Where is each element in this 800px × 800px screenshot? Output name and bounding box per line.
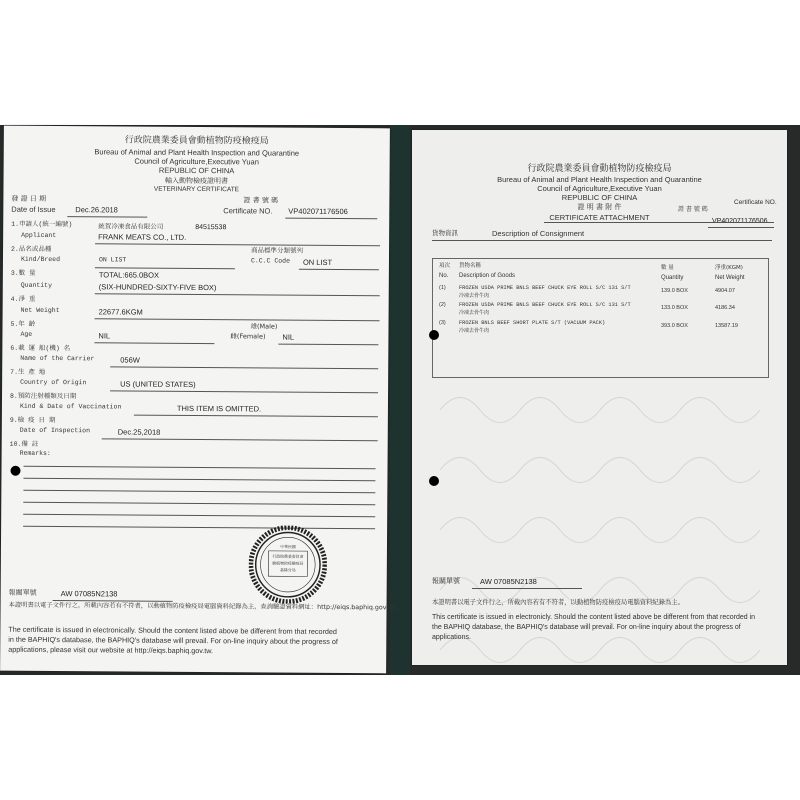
row-qty: 393.0 BOX [661, 323, 688, 329]
official-seal [249, 525, 328, 604]
remarks-rule [23, 514, 375, 517]
certificate-no-value: VP402071176506 [288, 206, 348, 217]
svg-text:行政院農業委員會: 行政院農業委員會 [272, 553, 304, 559]
bureau-title-en: Bureau of Animal and Plant Health Inspection and Quarantine [497, 175, 702, 184]
row-qty: 133.0 BOX [661, 305, 688, 311]
issue-date-label-zh: 發 證 日 期 [11, 194, 47, 203]
notice-en-line1: This certificate is issued in electronicly. Should the content listed above be different from that recorded in [432, 614, 756, 621]
bureau-title-zh: 行政院農業委員會動植物防疫檢疫局 [124, 135, 269, 147]
female-label: 雌(Female) [230, 332, 266, 341]
rule [134, 415, 378, 418]
folder-spine [390, 125, 410, 675]
col-desc-zh: 貨物名稱 [459, 263, 482, 269]
origin-label: Country of Origin [20, 378, 87, 387]
consignment-label-zh: 貨物資訊 [432, 229, 458, 237]
remarks-rule [23, 478, 375, 481]
net-weight-value: 22677.6KGM [98, 307, 143, 317]
row-weight: 4186.34 [715, 305, 735, 311]
country-title: REPUBLIC OF CHINA [158, 165, 235, 176]
net-weight-label-zh: 4.淨 重 [10, 295, 36, 303]
certificate-attachment-page [412, 130, 787, 665]
kind-value: ON LIST [98, 256, 127, 264]
rule [472, 588, 582, 589]
vaccination-label-zh: 8.預防注射種類及日期 [9, 392, 77, 401]
origin-label-zh: 7.生 產 地 [10, 368, 46, 376]
row-desc-zh: 冷凍去骨牛肉 [459, 293, 490, 299]
notice-en-line2: in the BAPHIQ's database, the BAPHIQ's database will prevail. For on-line inquiry about the progress of [8, 634, 338, 647]
certificate-subtitle: VETERINARY CERTIFICATE [153, 185, 240, 194]
row-desc-zh: 冷凍去骨牛肉 [459, 310, 490, 316]
customs-no-value: AW 07085N2138 [60, 589, 118, 599]
svg-text:基隆分局: 基隆分局 [280, 567, 296, 573]
row-desc: FROZEN BNLS BEEF SHORT PLATE S/T (VACUUM PACK) [459, 320, 606, 326]
row-weight: 13587.19 [715, 323, 738, 329]
col-no: No. [439, 273, 449, 279]
goods-table [432, 258, 769, 378]
male-label: 雄(Male) [250, 322, 278, 331]
origin-value: US (UNITED STATES) [120, 379, 196, 390]
consignment-label: Description of Consignment [492, 229, 585, 238]
attachment-title-zh: 證 明 書 附 件 [577, 203, 622, 211]
bureau-title-en: Bureau of Animal and Plant Health Inspection and Quarantine [94, 147, 300, 158]
notice-en-line1: The certificate is issued in electronically. Should the content listed above be different from that recorded [8, 624, 337, 636]
svg-text:動植物防疫檢疫局: 動植物防疫檢疫局 [272, 560, 304, 566]
certificate-no-label-zh: 證 書 號 碼 [678, 206, 708, 213]
inspection-date-label-zh: 9.檢 疫 日 期 [9, 416, 56, 425]
certificate-no-label: Certificate NO. [223, 206, 273, 216]
customs-no-label: 報關單號 [8, 588, 37, 597]
rule [102, 438, 378, 441]
issue-date-label: Date of Issue [11, 204, 56, 215]
certificate-title-zh: 輸入動物檢疫證明書 [164, 176, 229, 186]
quantity-label: Quantity [20, 281, 53, 289]
rule [110, 390, 378, 393]
issue-date-value: Dec.26.2018 [75, 205, 118, 215]
remarks-rule [23, 490, 375, 493]
row-no: (2) [439, 302, 446, 308]
rule [94, 342, 214, 344]
certificate-no-value: VP402071176506 [712, 218, 768, 225]
rule [95, 267, 235, 269]
row-weight: 4904.07 [715, 288, 735, 294]
rule [95, 243, 380, 246]
age-label-zh: 5.年 齡 [10, 320, 36, 328]
quantity-label-zh: 3.數 量 [10, 269, 36, 277]
col-weight-zh: 淨重(KGM) [715, 265, 743, 271]
row-desc: FROZEN USDA PRIME BNLS BEEF CHUCK EYE ROLL S/C 131 S/T [459, 302, 631, 308]
col-qty: Quantity [661, 275, 684, 281]
age-label: Age [20, 330, 33, 338]
carrier-label-zh: 6.載 運 船(機) 名 [10, 344, 71, 353]
rule [432, 240, 772, 241]
notice-en-line3: applications, please visit our website at http://eiqs.baphiq.gov.tw. [8, 644, 214, 656]
remarks-rule [23, 502, 375, 505]
row-no: (3) [439, 320, 446, 326]
vaccination-label: Kind & Date of Vaccination [19, 402, 122, 411]
rule [708, 227, 774, 228]
sex-value: NIL [282, 332, 295, 342]
rule [285, 218, 377, 220]
net-weight-label: Net Weight [20, 306, 60, 315]
kind-label-zh: 2.品名或品種 [11, 245, 52, 253]
rule [95, 293, 380, 296]
remarks-rule [24, 466, 376, 469]
attachment-subtitle: CERTIFICATE ATTACHMENT [549, 213, 650, 222]
vaccination-value: THIS ITEM IS OMITTED. [176, 403, 262, 414]
applicant-id: 84515538 [195, 223, 227, 232]
col-qty-zh: 數 量 [661, 265, 674, 271]
rule [299, 269, 379, 271]
notice-en-line2: the BAPHIQ database, the BAPHIQ's database will prevail. For on-line inquiry about the progress of [432, 624, 741, 631]
svg-text:中華民國: 中華民國 [280, 544, 296, 550]
certificate-no-label-zh: 證 書 號 碼 [243, 196, 279, 205]
council-title: Council of Agriculture,Executive Yuan [537, 184, 662, 193]
bureau-title-zh: 行政院農業委員會動植物防疫檢疫局 [527, 164, 672, 174]
applicant-value-zh: 統賀冷凍食品有限公司 [98, 222, 164, 231]
kind-label: Kind/Breed [20, 255, 61, 264]
rule [67, 216, 147, 218]
notice-zh: 本證明書以電子文件行之，所載內容若有不符者，以動植物防疫檢疫局電腦資料紀錄為主。 [432, 599, 684, 606]
certificate-no-label: Certificate NO. [734, 199, 777, 206]
quantity-words: (SIX-HUNDRED-SIXTY-FIVE BOX) [98, 282, 217, 293]
customs-no-value: AW 07085N2138 [480, 577, 537, 586]
col-no-zh: 項次 [439, 263, 451, 269]
security-watermark-pattern [430, 380, 770, 710]
rule [110, 366, 378, 369]
applicant-label: Applicant [21, 231, 57, 240]
remarks-label-zh: 10.備 註 [9, 440, 39, 448]
country-title: REPUBLIC OF CHINA [561, 193, 638, 202]
row-desc: FROZEN USDA PRIME BNLS BEEF CHUCK EYE ROLL S/C 131 S/T [459, 285, 631, 291]
col-desc: Description of Goods [459, 273, 516, 279]
council-title: Council of Agriculture,Executive Yuan [134, 156, 259, 167]
remarks-label: Remarks: [19, 449, 51, 457]
ccc-value: ON LIST [302, 257, 333, 267]
notice-zh: 本證明書以電子文件行之，所載內容若有不符者，以動植物防疫檢疫局電腦資料紀錄為主，查詢驗證資料網址：http://eiqs.baphiq.gov.tw。 [8, 601, 402, 612]
quantity-total: TOTAL:665.0BOX [98, 270, 160, 280]
ccc-label: C.C.C Code [250, 257, 291, 265]
carrier-label: Name of the Carrier [20, 354, 95, 363]
notice-en-line3: applications. [432, 634, 471, 641]
rule [278, 344, 378, 346]
veterinary-certificate-page [0, 126, 402, 674]
rule [95, 318, 380, 321]
col-weight: Net Weight [715, 275, 745, 281]
punch-hole [429, 330, 439, 340]
ccc-label-zh: 商品標準分類號列 [251, 247, 304, 255]
row-qty: 139.0 BOX [661, 288, 688, 294]
row-desc-zh: 冷凍去骨牛肉 [459, 328, 490, 334]
carrier-value: 056W [120, 355, 140, 365]
applicant-label-zh: 1.申請人(統一編號) [11, 220, 73, 229]
punch-hole [429, 476, 439, 486]
inspection-date-value: Dec.25,2018 [117, 427, 161, 437]
rule [544, 222, 774, 223]
customs-no-label: 報關單號 [432, 577, 460, 585]
inspection-date-label: Date of Inspection [19, 426, 91, 435]
punch-hole [10, 466, 20, 476]
applicant-value: FRANK MEATS CO., LTD. [98, 232, 187, 242]
age-value: NIL [98, 331, 111, 341]
row-no: (1) [439, 285, 446, 291]
